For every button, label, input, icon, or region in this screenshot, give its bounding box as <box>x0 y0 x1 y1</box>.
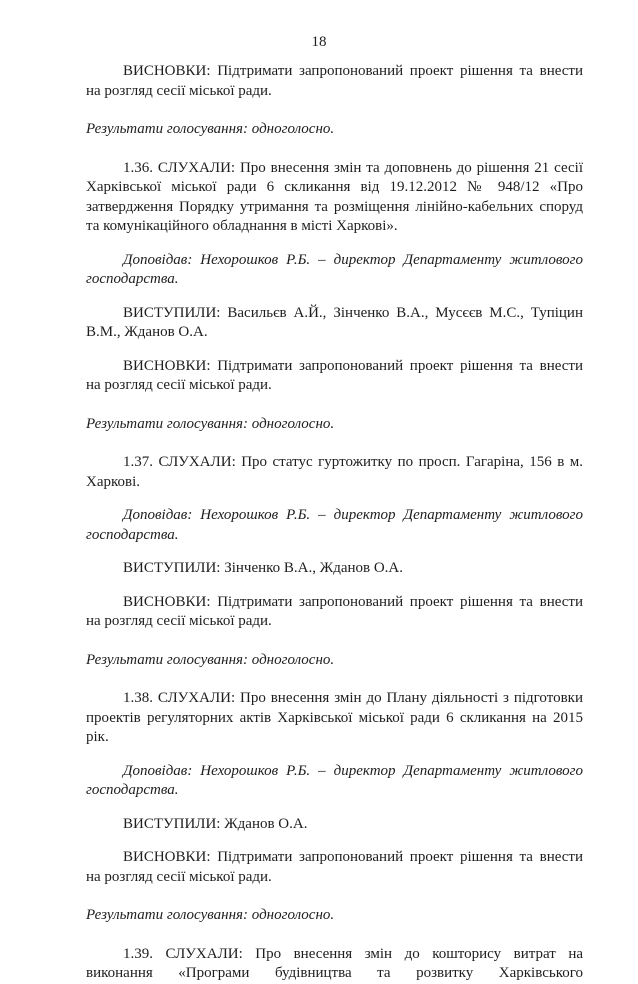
item-1-37-result: Результати голосування: одноголосно. <box>86 651 335 668</box>
item-1-36-conclusion: ВИСНОВКИ: Підтримати запропонований проект рішення та внести на розгляд сесії міської ради. <box>86 357 583 393</box>
item-1-38-result: Результати голосування: одноголосно. <box>86 907 335 923</box>
item-1-38-heard: 1.38. СЛУХАЛИ: Про внесення змін до Плану діяльності з підготовки проектів регуляторних актів Харківської міської ради 6 скликання на 2015 рік. <box>86 690 583 745</box>
item-1-37-speakers: ВИСТУПИЛИ: Зінченко В.А., Жданов О.А. <box>123 560 404 576</box>
item-1-38-conclusion: ВИСНОВКИ: Підтримати запропонований проект рішення та внести на розгляд сесії міської ради. <box>86 849 583 885</box>
item-1-36-result: Результати голосування: одноголосно. <box>86 415 335 432</box>
item-1-38-speakers: ВИСТУПИЛИ: Жданов О.А. <box>123 815 308 832</box>
item-1-37-heard: 1.37. СЛУХАЛИ: Про статус гуртожитку по просп. Гагаріна, 156 в м. Харкові. <box>86 454 583 490</box>
conclusion-text: ВИСНОВКИ: Підтримати запропонований проект рішення та внести на розгляд сесії міської ради. <box>86 63 583 99</box>
minutes-body <box>86 62 583 984</box>
item-1-39-heard: 1.39. СЛУХАЛИ: Про внесення змін до кошторису витрат на виконання «Програми будівництва та розвитку Харківського <box>86 945 583 981</box>
item-1-36-reporter: Доповідав: Нехорошков Р.Б. – директор Департаменту житлового господарства. <box>86 251 583 287</box>
item-1-36-speakers: ВИСТУПИЛИ: Васильєв А.Й., Зінченко В.А., Мусєєв М.С., Тупіцин В.М., Жданов О.А. <box>86 304 583 340</box>
item-1-37-reporter: Доповідав: Нехорошков Р.Б. – директор Департаменту житлового господарства. <box>86 507 583 543</box>
item-1-37-conclusion: ВИСНОВКИ: Підтримати запропонований проект рішення та внести на розгляд сесії міської ради. <box>86 593 583 629</box>
item-1-36-heard: 1.36. СЛУХАЛИ: Про внесення змін та доповнень до рішення 21 сесії Харківської міської ради 6 скликання від 19.12.2012 № 948/12 «Про затвердження Порядку утримання та розміщення лінійно-кабельних споруд та комунікаційного обладнання в місті Харкові». <box>86 159 583 234</box>
voting-result: Результати голосування: одноголосно. <box>86 121 335 137</box>
item-1-38-reporter: Доповідав: Нехорошков Р.Б. – директор Департаменту житлового господарства. <box>86 762 583 798</box>
page-number: 18 <box>311 34 327 50</box>
